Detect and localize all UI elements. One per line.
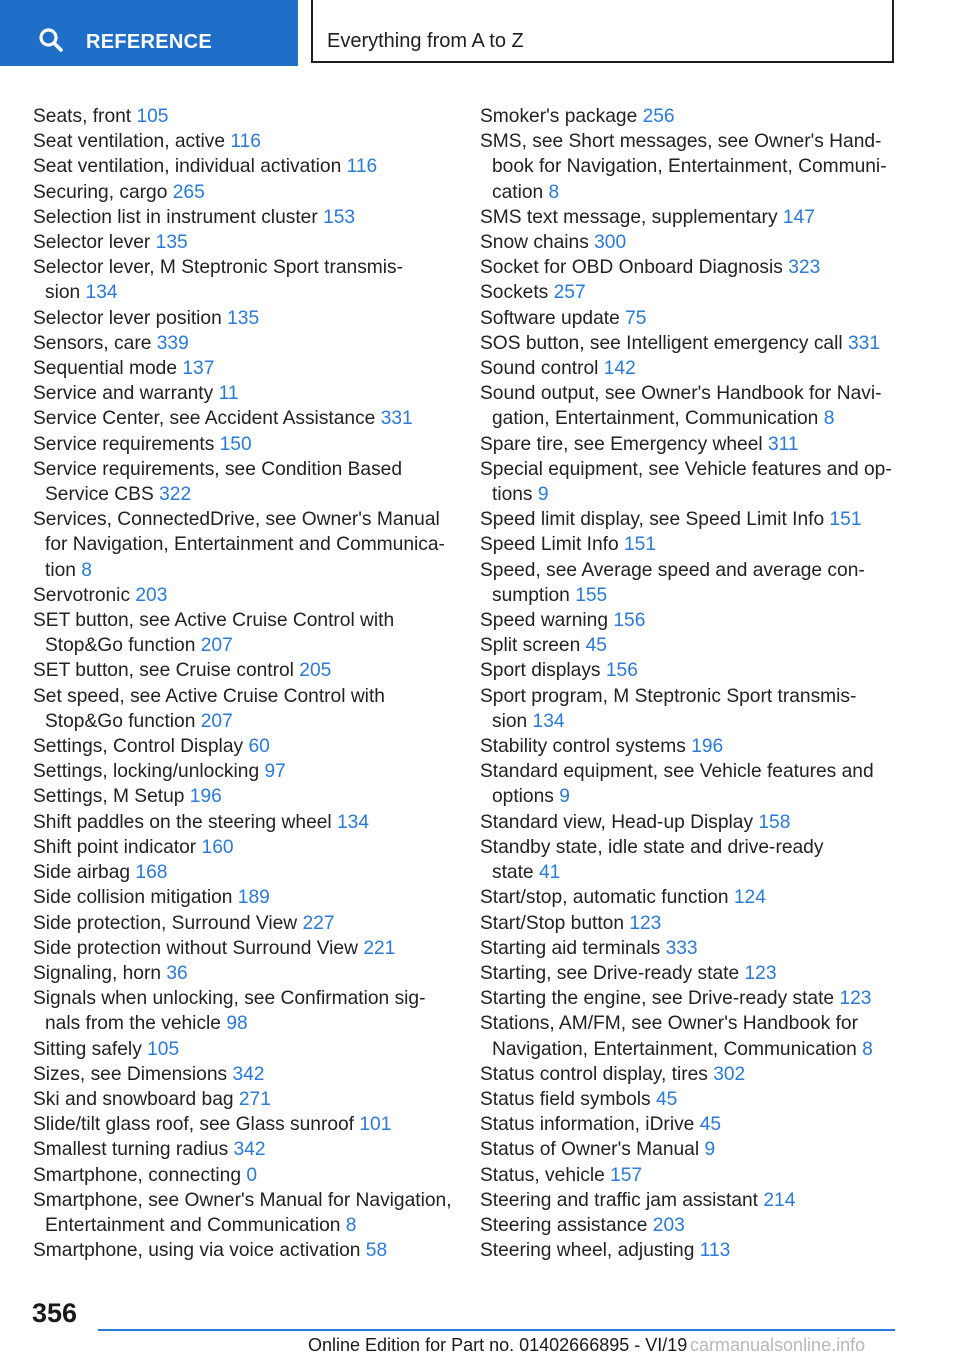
index-entry-text: Stations, AM/FM, see Owner's Handbook for: [480, 1013, 858, 1035]
index-entry-text: sumption: [492, 584, 570, 606]
index-entry-text: Starting the engine, see Drive-ready state: [480, 988, 835, 1010]
page-reference-link[interactable]: 331: [847, 332, 880, 354]
edition-note: Online Edition for Part no. 01402666895 - VI/19: [308, 1335, 688, 1355]
page-reference-link[interactable]: 124: [733, 887, 766, 909]
search-icon: [38, 27, 64, 53]
index-entry-text: Status field symbols: [480, 1088, 651, 1110]
index-entry-text: book for Navigation, Entertainment, Communi-: [492, 156, 887, 178]
page-reference-link[interactable]: 203: [135, 584, 168, 606]
index-entry-text: Entertainment and Communication: [45, 1214, 341, 1236]
index-entry-text: Side airbag: [33, 862, 131, 884]
index-entry-text: Selector lever position: [33, 307, 222, 329]
index-entry-text: Side collision mitigation: [33, 887, 233, 909]
index-entry: [33, 154, 453, 179]
index-entry: [480, 255, 900, 280]
page-reference-link[interactable]: 116: [230, 131, 261, 153]
page-reference-link[interactable]: 97: [264, 761, 286, 783]
page-reference-link[interactable]: 156: [613, 610, 646, 632]
index-entry-text: Speed warning: [480, 610, 609, 632]
index-entry: [33, 759, 453, 784]
index-entry-text: Sitting safely: [33, 1038, 142, 1060]
page-reference-link[interactable]: 9: [559, 786, 570, 808]
page-reference-link[interactable]: 134: [532, 710, 565, 732]
index-entry-text: Standard view, Head-up Display: [480, 811, 754, 833]
index-entry-text: Signaling, horn: [33, 962, 162, 984]
index-entry-text: SET button, see Active Cruise Control with: [33, 610, 395, 632]
page-reference-link[interactable]: 153: [323, 206, 356, 228]
index-entry-text: Starting aid terminals: [480, 937, 661, 959]
page-reference-link[interactable]: 105: [136, 106, 169, 127]
page-reference-link[interactable]: 0: [246, 1164, 258, 1186]
index-entry: [480, 1188, 900, 1213]
index-entry: [33, 255, 453, 305]
index-entry: [480, 129, 900, 205]
index-entry-text: Sport displays: [480, 660, 601, 682]
index-entry-text: Split screen: [480, 635, 581, 657]
index-entry: [33, 180, 453, 205]
page-reference-link[interactable]: 207: [200, 635, 233, 657]
index-entry: [33, 331, 453, 356]
page-reference-link[interactable]: 342: [233, 1139, 266, 1161]
index-entry-text: Set speed, see Active Cruise Control with: [33, 685, 385, 707]
page-reference-link[interactable]: 36: [166, 962, 188, 984]
index-entry-text: Signals when unlocking, see Confirmation sig-: [33, 988, 426, 1010]
page-reference-link[interactable]: 9: [704, 1139, 716, 1161]
page-reference-link[interactable]: 322: [159, 484, 192, 506]
index-entry: [33, 961, 453, 986]
page-reference-link[interactable]: 8: [862, 1038, 873, 1060]
page-reference-link[interactable]: 135: [155, 232, 188, 254]
page-reference-link[interactable]: 157: [610, 1164, 643, 1186]
page-reference-link[interactable]: 9: [537, 484, 549, 506]
watermark: carmanualsonline.info: [690, 1335, 866, 1355]
index-entry-text: Software update: [480, 307, 620, 329]
page-reference-link[interactable]: 123: [744, 962, 777, 984]
index-entry-text: Service requirements: [33, 433, 215, 455]
page-reference-link[interactable]: 265: [172, 181, 205, 203]
page-reference-link[interactable]: 331: [380, 408, 413, 430]
index-entry-text: Smoker's package: [480, 106, 638, 127]
page-reference-link[interactable]: 155: [575, 584, 608, 606]
index-entry-text: SET button, see Cruise control: [33, 660, 294, 682]
index-entry-text: Sequential mode: [33, 358, 178, 380]
page-reference-link[interactable]: 227: [302, 912, 335, 934]
reference-tab-label: REFERENCE: [86, 31, 213, 53]
index-entry: [480, 205, 900, 230]
index-entry-text: nals from the vehicle: [45, 1013, 221, 1035]
index-entry-text: Settings, locking/unlocking: [33, 761, 260, 783]
index-entry: [480, 1087, 900, 1112]
index-entry: [480, 331, 900, 356]
index-entry: [480, 633, 900, 658]
index-entry: [480, 734, 900, 759]
index-entry-text: tions: [492, 484, 533, 506]
index-entry: [33, 205, 453, 230]
page-reference-link[interactable]: 156: [605, 660, 638, 682]
index-entry: [480, 835, 900, 885]
page-reference-link[interactable]: 221: [363, 937, 396, 959]
index-entry-text: Securing, cargo: [33, 181, 168, 203]
page-reference-link[interactable]: 151: [829, 509, 862, 531]
page-reference-link[interactable]: 207: [200, 710, 233, 732]
index-entry: [33, 860, 453, 885]
index-entry-text: sion: [45, 282, 81, 304]
index-entry-text: Sizes, see Dimensions: [33, 1063, 228, 1085]
page-reference-link[interactable]: 8: [81, 559, 92, 581]
index-entry-text: Standard equipment, see Vehicle features and: [480, 761, 874, 783]
page-reference-link[interactable]: 323: [788, 257, 821, 279]
page-reference-link[interactable]: 160: [201, 836, 234, 858]
index-entry: [33, 406, 453, 431]
page-reference-link[interactable]: 150: [219, 433, 252, 455]
index-entry: [480, 1112, 900, 1137]
index-entry: [480, 759, 900, 809]
page-reference-link[interactable]: 113: [699, 1240, 731, 1262]
index-entry-text: for Navigation, Entertainment and Communica-: [45, 534, 445, 556]
index-entry: [480, 230, 900, 255]
index-entry-text: Selection list in instrument cluster: [33, 206, 318, 228]
page-reference-link[interactable]: 339: [156, 332, 189, 354]
index-entry-text: Status information, iDrive: [480, 1114, 695, 1136]
page-reference-link[interactable]: 147: [782, 206, 815, 228]
index-entry: [480, 1062, 900, 1087]
index-entry-text: Sockets: [480, 282, 549, 304]
page-reference-link[interactable]: 45: [699, 1114, 722, 1136]
index-column-right: [480, 104, 900, 1263]
index-entry-text: Service Center, see Accident Assistance: [33, 408, 376, 430]
index-entry: [33, 936, 453, 961]
page-reference-link[interactable]: 101: [359, 1114, 392, 1136]
index-entry-text: Standby state, idle state and drive-ready: [480, 836, 824, 858]
page-reference-link[interactable]: 123: [839, 988, 872, 1010]
page-reference-link[interactable]: 60: [248, 736, 270, 758]
index-entry: [33, 608, 453, 658]
index-entry: [33, 104, 453, 129]
page-reference-link[interactable]: 196: [691, 736, 724, 758]
index-entry-text: Stop&Go function: [45, 710, 196, 732]
index-entry-text: Service CBS: [45, 484, 154, 506]
page-header: [0, 0, 960, 66]
index-entry-text: Start/Stop button: [480, 912, 624, 934]
page-reference-link[interactable]: 196: [189, 786, 222, 808]
index-entry: [33, 1062, 453, 1087]
index-entry-text: Snow chains: [480, 232, 589, 254]
index-entry: [33, 583, 453, 608]
index-entry-text: Side protection without Surround View: [33, 937, 358, 959]
index-entry: [480, 306, 900, 331]
index-entry-text: Side protection, Surround View: [33, 912, 298, 934]
index-entry-text: options: [492, 786, 554, 808]
index-entry: [480, 684, 900, 734]
index-entry: [480, 961, 900, 986]
index-entry: [33, 1137, 453, 1162]
index-entry-text: Navigation, Entertainment, Communication: [492, 1038, 857, 1060]
index-entry: [480, 457, 900, 507]
page-reference-link[interactable]: 158: [758, 811, 791, 833]
page-reference-link[interactable]: 151: [624, 534, 657, 556]
index-entry-text: Smartphone, see Owner's Manual for Navigation,: [33, 1189, 452, 1211]
index-entry: [33, 381, 453, 406]
index-entry: [480, 532, 900, 557]
index-entry: [480, 658, 900, 683]
index-entry: [480, 356, 900, 381]
index-entry-text: Spare tire, see Emergency wheel: [480, 433, 763, 455]
page-reference-link[interactable]: 189: [237, 887, 270, 909]
page-reference-link[interactable]: 45: [655, 1088, 678, 1110]
index-entry: [480, 885, 900, 910]
reference-tab[interactable]: [0, 0, 298, 66]
index-entry-text: Seats, front: [33, 106, 132, 127]
index-entry-text: Ski and snowboard bag: [33, 1088, 234, 1110]
index-entry: [33, 885, 453, 910]
index-entry-text: Seat ventilation, individual activation: [33, 156, 342, 178]
index-entry-text: Status, vehicle: [480, 1164, 605, 1186]
index-entry: [480, 936, 900, 961]
index-entry: [33, 1188, 453, 1238]
page-reference-link[interactable]: 134: [85, 282, 118, 304]
page-reference-link[interactable]: 11: [218, 383, 239, 405]
index-entry: [33, 129, 453, 154]
page-reference-link[interactable]: 98: [226, 1013, 248, 1035]
footer-rule: [98, 1329, 895, 1331]
index-entry: [33, 810, 453, 835]
index-entry-text: Settings, M Setup: [33, 786, 185, 808]
index-entry-text: Steering assistance: [480, 1214, 648, 1236]
index-entry: [480, 280, 900, 305]
index-entry-text: Smallest turning radius: [33, 1139, 229, 1161]
index-entry: [480, 1163, 900, 1188]
index-entry: [33, 230, 453, 255]
index-entry: [33, 835, 453, 860]
index-entry-text: state: [492, 862, 534, 884]
section-title-box: [311, 0, 894, 63]
index-entry: [33, 986, 453, 1036]
page-number: 356: [32, 1298, 78, 1328]
index-entry: [33, 1238, 453, 1263]
page-reference-link[interactable]: 135: [227, 307, 260, 329]
index-entry: [33, 1163, 453, 1188]
index-entry-text: Smartphone, connecting: [33, 1164, 247, 1186]
index-entry: [480, 1238, 900, 1263]
page-reference-link[interactable]: 342: [232, 1063, 265, 1085]
index-entry-text: SOS button, see Intelligent emergency call: [480, 332, 843, 354]
index-entry-text: Sound output, see Owner's Handbook for Navi-: [480, 383, 882, 405]
page-reference-link[interactable]: 8: [548, 181, 560, 203]
page-reference-link[interactable]: 134: [337, 811, 370, 833]
page-reference-link[interactable]: 203: [652, 1214, 685, 1236]
index-entry: [480, 1213, 900, 1238]
index-entry-text: Start/stop, automatic function: [480, 887, 729, 909]
index-entry: [33, 457, 453, 507]
index-entry: [33, 507, 453, 583]
page-reference-link[interactable]: 8: [345, 1214, 357, 1236]
page-reference-link[interactable]: 205: [299, 660, 332, 682]
index-entry-text: Speed limit display, see Speed Limit Info: [480, 509, 825, 531]
index-entry-text: Selector lever, M Steptronic Sport transmis-: [33, 257, 404, 279]
page-reference-link[interactable]: 45: [585, 635, 607, 657]
index-entry-text: Starting, see Drive-ready state: [480, 962, 740, 984]
page-reference-link[interactable]: 142: [603, 358, 636, 380]
index-entry-text: SMS, see Short messages, see Owner's Hand-: [480, 131, 882, 153]
index-entry: [480, 507, 900, 532]
index-entry: [33, 1037, 453, 1062]
index-entry-text: Slide/tilt glass roof, see Glass sunroof: [33, 1114, 355, 1136]
page-reference-link[interactable]: 168: [135, 862, 168, 884]
index-entry-text: Steering and traffic jam assistant: [480, 1189, 759, 1211]
page-reference-link[interactable]: 302: [713, 1063, 746, 1085]
page-reference-link[interactable]: 116: [346, 156, 378, 178]
page-reference-link[interactable]: 300: [594, 232, 627, 254]
index-entry: [480, 381, 900, 431]
index-entry-text: Socket for OBD Onboard Diagnosis: [480, 257, 783, 279]
index-entry: [33, 734, 453, 759]
index-entry: [480, 558, 900, 608]
index-entry-text: Services, ConnectedDrive, see Owner's Manual: [33, 509, 440, 531]
index-entry: [33, 658, 453, 683]
page-reference-link[interactable]: 8: [823, 408, 835, 430]
page-reference-link[interactable]: 214: [763, 1189, 796, 1211]
index-entry-text: Speed, see Average speed and average con-: [480, 559, 865, 581]
page-reference-link[interactable]: 41: [538, 862, 561, 884]
page-reference-link[interactable]: 105: [147, 1038, 180, 1060]
index-entry-text: Sound control: [480, 358, 599, 380]
index-entry: [480, 986, 900, 1011]
index-entry-text: Servotronic: [33, 584, 131, 606]
index-entry: [480, 1011, 900, 1061]
index-entry-text: Speed Limit Info: [480, 534, 619, 556]
index-entry: [33, 432, 453, 457]
index-entry: [480, 911, 900, 936]
index-entry: [480, 432, 900, 457]
index-entry-text: sion: [492, 710, 528, 732]
index-entry: [33, 1112, 453, 1137]
index-entry-text: Service requirements, see Condition Based: [33, 458, 403, 480]
index-entry-text: Shift point indicator: [33, 836, 197, 858]
index-entry: [33, 1087, 453, 1112]
page-reference-link[interactable]: 137: [182, 358, 215, 380]
index-entry-text: Seat ventilation, active: [33, 131, 225, 153]
index-entry-text: Shift paddles on the steering wheel: [33, 811, 332, 833]
index-entry-text: Smartphone, using via voice activation: [33, 1240, 361, 1262]
index-entry-text: gation, Entertainment, Communication: [492, 408, 819, 430]
index-entry-text: Selector lever: [33, 232, 151, 254]
index-entry: [33, 684, 453, 734]
index-entry: [480, 1137, 900, 1162]
index-entry-text: Settings, Control Display: [33, 736, 244, 758]
index-entry: [33, 784, 453, 809]
index-column-left: [33, 104, 453, 1263]
index-entry: [33, 911, 453, 936]
index-entry-text: SMS text message, supplementary: [480, 206, 778, 228]
index-entry: [480, 104, 900, 129]
index-entry-text: cation: [492, 181, 544, 203]
index-entry-text: Status of Owner's Manual: [480, 1139, 700, 1161]
index-entry: [480, 810, 900, 835]
index-entry-text: tion: [45, 559, 76, 581]
section-title: Everything from A to Z: [327, 30, 524, 52]
index-entry-text: Stop&Go function: [45, 635, 196, 657]
page-reference-link[interactable]: 311: [767, 433, 799, 455]
page-reference-link[interactable]: 123: [629, 912, 662, 934]
index-entry-text: Status control display, tires: [480, 1063, 708, 1085]
index-entry-text: Stability control systems: [480, 736, 686, 758]
page-reference-link[interactable]: 257: [553, 282, 586, 304]
index-entry-text: Sensors, care: [33, 332, 152, 354]
index-entry: [33, 356, 453, 381]
index-entry-text: Special equipment, see Vehicle features and op-: [480, 458, 892, 480]
page-reference-link[interactable]: 333: [665, 937, 698, 959]
page-reference-link[interactable]: 75: [625, 307, 647, 329]
page-reference-link[interactable]: 271: [238, 1088, 271, 1110]
index-entry-text: Sport program, M Steptronic Sport transmis-: [480, 685, 857, 707]
index-entry-text: Steering wheel, adjusting: [480, 1240, 695, 1262]
page-reference-link[interactable]: 58: [365, 1240, 388, 1262]
index-entry-text: Service and warranty: [33, 383, 214, 405]
index-entry: [480, 608, 900, 633]
index-entry: [33, 306, 453, 331]
page-reference-link[interactable]: 256: [642, 106, 675, 127]
